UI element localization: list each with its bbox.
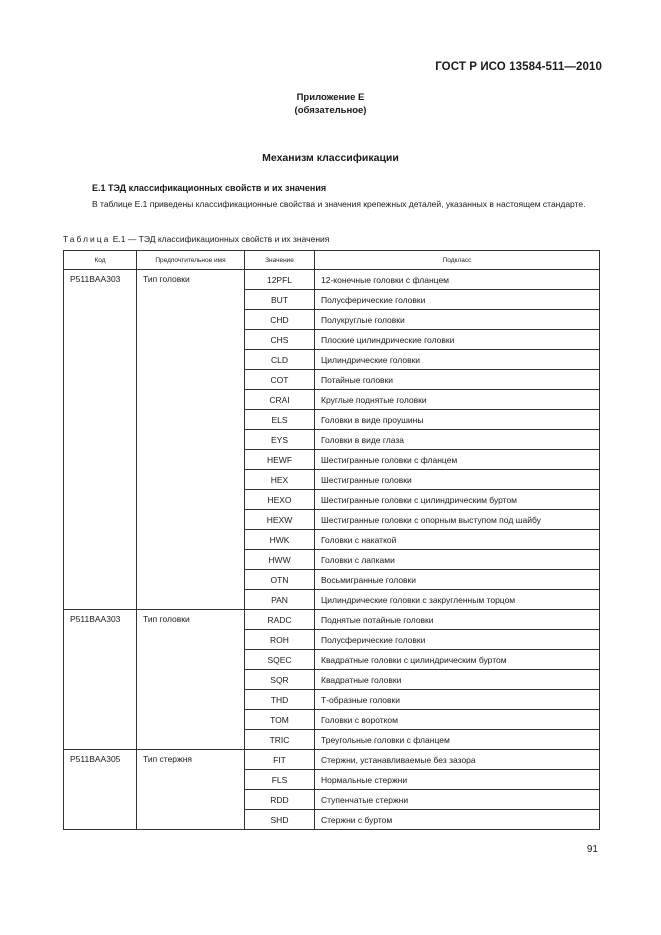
value-code-cell: THD	[245, 690, 315, 710]
value-code-cell: CHD	[245, 310, 315, 330]
table-header-row	[64, 251, 600, 270]
property-code-cell: P511BAA303	[64, 270, 137, 610]
subclass-cell: Цилиндрические головки с закругленным торцом	[315, 590, 600, 610]
value-code-cell: TOM	[245, 710, 315, 730]
subclass-cell: Шестигранные головки	[315, 470, 600, 490]
value-code-cell: SQEC	[245, 650, 315, 670]
value-code-cell: RDD	[245, 790, 315, 810]
value-code-cell: PAN	[245, 590, 315, 610]
subclass-cell: Цилиндрические головки	[315, 350, 600, 370]
value-code-cell: HWK	[245, 530, 315, 550]
subclass-cell: Поднятые потайные головки	[315, 610, 600, 630]
property-code-cell: P511BAA303	[64, 610, 137, 750]
table-caption-prefix: Таблица	[63, 234, 111, 244]
value-code-cell: ELS	[245, 410, 315, 430]
subclass-cell: Полукруглые головки	[315, 310, 600, 330]
value-code-cell: HEXW	[245, 510, 315, 530]
table-body	[64, 270, 600, 830]
subclass-cell: Головки с воротком	[315, 710, 600, 730]
subclass-cell: Полусферические головки	[315, 630, 600, 650]
value-code-cell: OTN	[245, 570, 315, 590]
intro-paragraph: В таблице Е.1 приведены классификационные свойства и значения крепежных деталей, указанных в настоящем стандарте.	[92, 199, 586, 209]
subclass-cell: Стержни, устанавливаемые без зазора	[315, 750, 600, 770]
preferred-name-cell: Тип стержня	[137, 750, 245, 830]
subclass-cell: Треугольные головки с фланцем	[315, 730, 600, 750]
value-code-cell: EYS	[245, 430, 315, 450]
value-code-cell: FLS	[245, 770, 315, 790]
subclass-cell: Нормальные стержни	[315, 770, 600, 790]
value-code-cell: COT	[245, 370, 315, 390]
page-number: 91	[586, 844, 598, 855]
value-code-cell: SQR	[245, 670, 315, 690]
table-row	[64, 610, 600, 630]
property-code-cell: P511BAA305	[64, 750, 137, 830]
subclass-cell: Шестигранные головки с цилиндрическим буртом	[315, 490, 600, 510]
value-code-cell: RADC	[245, 610, 315, 630]
subclass-cell: Потайные головки	[315, 370, 600, 390]
subclass-cell: Квадратные головки с цилиндрическим буртом	[315, 650, 600, 670]
preferred-name-cell: Тип головки	[137, 610, 245, 750]
section-heading: Е.1 ТЭД классификационных свойств и их значения	[92, 183, 327, 193]
subclass-cell: Полусферические головки	[315, 290, 600, 310]
subclass-cell: Головки с накаткой	[315, 530, 600, 550]
table-caption-text: Е.1 — ТЭД классификационных свойств и их значения	[112, 234, 330, 244]
preferred-name-cell: Тип головки	[137, 270, 245, 610]
subclass-cell: Восьмигранные головки	[315, 570, 600, 590]
value-code-cell: BUT	[245, 290, 315, 310]
header-code: Код	[64, 251, 137, 270]
table-row	[64, 270, 600, 290]
page-title: Механизм классификации	[262, 152, 399, 164]
table-caption	[63, 234, 329, 244]
subclass-cell: Головки в виде проушины	[315, 410, 600, 430]
value-code-cell: HEX	[245, 470, 315, 490]
header-value: Значение	[245, 251, 315, 270]
subclass-cell: Шестигранные головки с фланцем	[315, 450, 600, 470]
value-code-cell: HEWF	[245, 450, 315, 470]
subclass-cell: Стержни с буртом	[315, 810, 600, 830]
value-code-cell: CRAI	[245, 390, 315, 410]
value-code-cell: TRIC	[245, 730, 315, 750]
value-code-cell: ROH	[245, 630, 315, 650]
classification-table	[63, 250, 600, 830]
subclass-cell: Шестигранные головки с опорным выступом под шайбу	[315, 510, 600, 530]
subclass-cell: Головки в виде глаза	[315, 430, 600, 450]
value-code-cell: CLD	[245, 350, 315, 370]
subclass-cell: Плоские цилиндрические головки	[315, 330, 600, 350]
subclass-cell: Ступенчатые стержни	[315, 790, 600, 810]
value-code-cell: FIT	[245, 750, 315, 770]
annex-status: (обязательное)	[294, 105, 367, 116]
value-code-cell: 12PFL	[245, 270, 315, 290]
subclass-cell: Головки с лапками	[315, 550, 600, 570]
subclass-cell: Квадратные головки	[315, 670, 600, 690]
subclass-cell: Т-образные головки	[315, 690, 600, 710]
value-code-cell: HEXO	[245, 490, 315, 510]
standard-number: ГОСТ Р ИСО 13584-511—2010	[435, 61, 602, 73]
value-code-cell: CHS	[245, 330, 315, 350]
subclass-cell: Круглые поднятые головки	[315, 390, 600, 410]
annex-title: Приложение Е	[296, 92, 365, 103]
table-row	[64, 750, 600, 770]
header-subclass: Подкласс	[315, 251, 600, 270]
value-code-cell: SHD	[245, 810, 315, 830]
annex-heading	[0, 91, 661, 117]
value-code-cell: HWW	[245, 550, 315, 570]
subclass-cell: 12-конечные головки с фланцем	[315, 270, 600, 290]
header-preferred-name: Предпочтительное имя	[137, 251, 245, 270]
